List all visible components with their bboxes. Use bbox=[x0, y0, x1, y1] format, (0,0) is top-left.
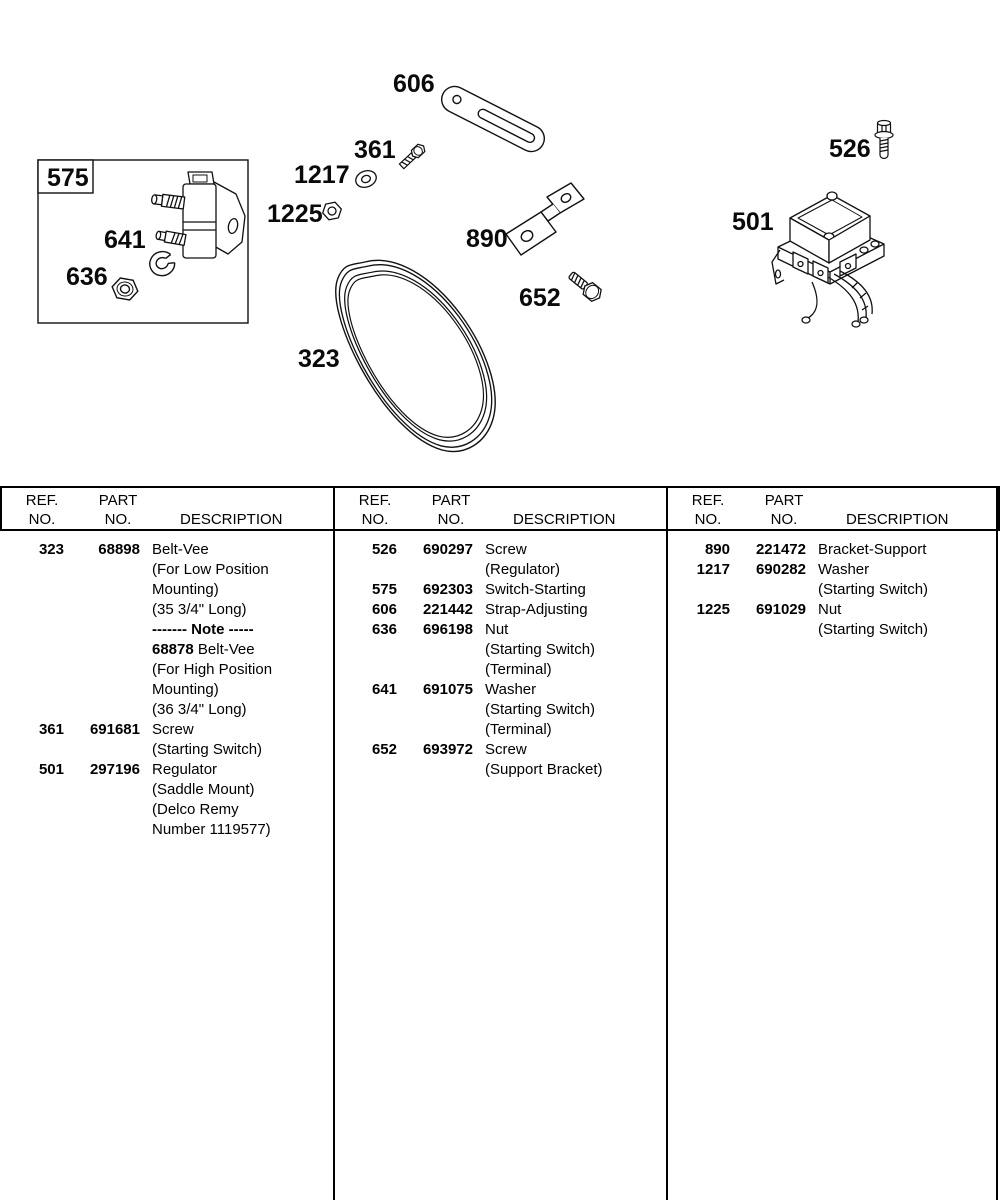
ref-no-cell bbox=[333, 660, 397, 680]
part-no-cell bbox=[64, 580, 140, 600]
description-cell: (Starting Switch) bbox=[818, 581, 929, 598]
part-no-cell bbox=[397, 560, 473, 580]
column-divider-1 bbox=[333, 486, 335, 1200]
part-no-cell: 691681 bbox=[89, 721, 140, 738]
part-no-cell bbox=[64, 640, 140, 660]
ref-no-cell bbox=[0, 560, 64, 580]
part-no-cell bbox=[64, 800, 140, 820]
table-row bbox=[333, 540, 666, 560]
ref-no-cell: 1217 bbox=[696, 561, 730, 578]
ref-no-cell: 361 bbox=[38, 721, 64, 738]
ref-no-cell: 1225 bbox=[696, 601, 730, 618]
description-cell: (Starting Switch) bbox=[818, 621, 929, 638]
table-row bbox=[0, 820, 333, 840]
part-no-cell bbox=[64, 680, 140, 700]
description-cell: 68878 Belt-Vee bbox=[152, 641, 255, 658]
table-row bbox=[666, 600, 996, 620]
part-no-cell: 696198 bbox=[422, 621, 473, 638]
regulator-drawing bbox=[772, 192, 884, 327]
adjusting-strap-drawing bbox=[437, 82, 549, 156]
description-cell: (Support Bracket) bbox=[485, 761, 603, 778]
label-361: 361 bbox=[354, 136, 396, 164]
support-bracket-drawing bbox=[506, 183, 584, 255]
table-body bbox=[0, 531, 1000, 1200]
ref-no-cell: 575 bbox=[371, 581, 397, 598]
part-no-header bbox=[82, 491, 154, 529]
table-row bbox=[0, 580, 333, 600]
part-no-cell bbox=[64, 660, 140, 680]
ref-no-cell: 652 bbox=[371, 741, 397, 758]
description-cell: (Starting Switch) bbox=[152, 741, 263, 758]
table-row bbox=[666, 540, 996, 560]
table-column-body bbox=[666, 531, 996, 1200]
description-cell: (Regulator) bbox=[485, 561, 561, 578]
table-header bbox=[0, 486, 1000, 531]
switch-washer-drawing bbox=[353, 168, 378, 190]
part-no-cell bbox=[64, 740, 140, 760]
table-row bbox=[333, 700, 666, 720]
ref-no-cell bbox=[333, 700, 397, 720]
part-header-line2: NO. bbox=[104, 511, 132, 528]
description-cell: Strap-Adjusting bbox=[485, 601, 588, 618]
ref-no-header: REF. NO. bbox=[358, 492, 392, 528]
part-no-cell: 693972 bbox=[422, 741, 473, 758]
switch-screw-drawing bbox=[398, 142, 427, 170]
label-606: 606 bbox=[393, 70, 435, 98]
part-header-line1: PART bbox=[98, 492, 138, 509]
description-cell: Screw bbox=[485, 741, 527, 758]
table-row bbox=[333, 660, 666, 680]
table-row bbox=[333, 720, 666, 740]
part-no-cell: 691029 bbox=[755, 601, 806, 618]
table-row bbox=[0, 540, 333, 560]
part-no-cell bbox=[397, 720, 473, 740]
table-row bbox=[0, 640, 333, 660]
label-323: 323 bbox=[298, 345, 340, 373]
part-no-cell: 68898 bbox=[98, 541, 140, 558]
part-no-header: PART NO. bbox=[431, 492, 471, 528]
table-column-body bbox=[333, 531, 666, 1200]
v-belt-drawing bbox=[336, 260, 495, 451]
description-header: DESCRIPTION bbox=[846, 511, 949, 528]
table-row bbox=[0, 760, 333, 780]
table-column-body bbox=[0, 531, 333, 1200]
description-cell: Washer bbox=[485, 681, 537, 698]
table-row bbox=[333, 640, 666, 660]
table-header-col3 bbox=[668, 488, 998, 529]
exploded-parts-diagram bbox=[0, 0, 1000, 486]
description-cell: Regulator bbox=[152, 761, 218, 778]
column-divider-2 bbox=[666, 486, 668, 1200]
ref-no-cell bbox=[0, 700, 64, 720]
ref-no-cell: 526 bbox=[371, 541, 397, 558]
description-cell: Switch-Starting bbox=[485, 581, 586, 598]
part-no-cell: 691075 bbox=[422, 681, 473, 698]
part-no-cell bbox=[64, 560, 140, 580]
table-row bbox=[333, 740, 666, 760]
table-row bbox=[0, 620, 333, 640]
ref-no-cell bbox=[0, 740, 64, 760]
part-no-cell bbox=[64, 600, 140, 620]
part-no-cell bbox=[397, 660, 473, 680]
part-no-cell bbox=[64, 700, 140, 720]
table-header-col1 bbox=[2, 488, 335, 529]
part-no-header: PART NO. bbox=[764, 492, 804, 528]
ref-no-cell bbox=[333, 640, 397, 660]
ref-no-cell bbox=[333, 560, 397, 580]
table-row bbox=[666, 620, 996, 640]
ref-no-cell bbox=[0, 580, 64, 600]
table-row bbox=[666, 580, 996, 600]
label-501: 501 bbox=[732, 208, 774, 236]
part-no-cell bbox=[64, 620, 140, 640]
ref-header-line1: REF. bbox=[25, 492, 59, 509]
part-no-cell: 690282 bbox=[755, 561, 806, 578]
ref-no-cell: 636 bbox=[371, 621, 397, 638]
ref-no-cell: 890 bbox=[704, 541, 730, 558]
bracket-screw-drawing bbox=[566, 269, 604, 304]
part-no-cell bbox=[64, 820, 140, 840]
table-row bbox=[333, 560, 666, 580]
ref-no-cell bbox=[333, 760, 397, 780]
ref-no-header: REF. NO. bbox=[691, 492, 725, 528]
description-cell: (Terminal) bbox=[485, 721, 552, 738]
description-cell: Belt-Vee bbox=[152, 541, 209, 558]
starting-switch-drawing bbox=[151, 172, 245, 258]
ref-no-cell: 501 bbox=[38, 761, 64, 778]
ref-no-cell bbox=[0, 620, 64, 640]
description-cell: Bracket-Support bbox=[818, 541, 927, 558]
table-row bbox=[0, 560, 333, 580]
table-row bbox=[0, 600, 333, 620]
ref-no-cell bbox=[666, 580, 730, 600]
table-right-border bbox=[996, 486, 998, 1200]
part-no-cell bbox=[397, 760, 473, 780]
part-no-cell: 221472 bbox=[755, 541, 806, 558]
table-header-col2 bbox=[335, 488, 668, 529]
label-575: 575 bbox=[47, 164, 89, 192]
label-1217: 1217 bbox=[294, 161, 350, 189]
table-row bbox=[0, 660, 333, 680]
description-cell: Screw bbox=[152, 721, 194, 738]
label-652: 652 bbox=[519, 284, 561, 312]
ref-no-cell bbox=[0, 640, 64, 660]
table-row bbox=[333, 760, 666, 780]
table-row bbox=[666, 560, 996, 580]
part-no-cell bbox=[64, 780, 140, 800]
ref-no-cell bbox=[0, 820, 64, 840]
label-636: 636 bbox=[66, 263, 108, 291]
description-header bbox=[180, 491, 283, 529]
description-cell: Mounting) bbox=[152, 681, 219, 698]
label-641: 641 bbox=[104, 226, 146, 254]
ref-no-cell: 606 bbox=[371, 601, 397, 618]
ref-no-cell bbox=[0, 680, 64, 700]
table-row bbox=[0, 800, 333, 820]
ref-no-header bbox=[2, 491, 82, 529]
description-cell: (Saddle Mount) bbox=[152, 781, 255, 798]
description-header-label: DESCRIPTION bbox=[180, 511, 283, 528]
part-no-cell: 692303 bbox=[422, 581, 473, 598]
table-row bbox=[0, 700, 333, 720]
part-no-cell bbox=[730, 620, 806, 640]
switch-terminal-nut-drawing bbox=[110, 277, 139, 301]
table-row bbox=[333, 680, 666, 700]
part-no-cell: 221442 bbox=[422, 601, 473, 618]
description-header: DESCRIPTION bbox=[513, 511, 616, 528]
parts-list-table bbox=[0, 486, 1000, 1200]
table-row bbox=[0, 680, 333, 700]
label-890: 890 bbox=[466, 225, 508, 253]
description-cell: (36 3/4" Long) bbox=[152, 701, 247, 718]
table-row bbox=[0, 740, 333, 760]
ref-no-cell bbox=[0, 600, 64, 620]
description-cell: Nut bbox=[485, 621, 509, 638]
ref-no-cell: 323 bbox=[38, 541, 64, 558]
description-cell: Screw bbox=[485, 541, 527, 558]
description-cell: (For Low Position bbox=[152, 561, 269, 578]
description-cell: (35 3/4" Long) bbox=[152, 601, 247, 618]
regulator-screw-drawing bbox=[875, 121, 893, 159]
description-cell: (Starting Switch) bbox=[485, 701, 596, 718]
description-cell: ------- Note ----- bbox=[152, 621, 254, 638]
description-cell: (Delco Remy bbox=[152, 801, 239, 818]
description-cell: Washer bbox=[818, 561, 870, 578]
switch-lockwasher-drawing bbox=[146, 248, 177, 279]
ref-no-cell bbox=[0, 800, 64, 820]
table-row bbox=[333, 580, 666, 600]
ref-no-cell: 641 bbox=[371, 681, 397, 698]
description-cell: Number 1119577) bbox=[152, 821, 271, 838]
ref-no-cell bbox=[0, 660, 64, 680]
description-cell: Mounting) bbox=[152, 581, 219, 598]
table-row bbox=[0, 780, 333, 800]
part-no-cell: 690297 bbox=[422, 541, 473, 558]
ref-header-line2: NO. bbox=[28, 511, 56, 528]
table-row bbox=[333, 620, 666, 640]
label-526: 526 bbox=[829, 135, 871, 163]
table-row bbox=[333, 600, 666, 620]
ref-no-cell bbox=[0, 780, 64, 800]
switch-nut-drawing bbox=[321, 201, 343, 221]
label-1225: 1225 bbox=[267, 200, 323, 228]
description-cell: (Starting Switch) bbox=[485, 641, 596, 658]
ref-no-cell bbox=[333, 720, 397, 740]
table-row bbox=[0, 720, 333, 740]
part-no-cell bbox=[730, 580, 806, 600]
part-no-cell: 297196 bbox=[89, 761, 140, 778]
description-cell: (Terminal) bbox=[485, 661, 552, 678]
ref-no-cell bbox=[666, 620, 730, 640]
part-no-cell bbox=[397, 700, 473, 720]
part-no-cell bbox=[397, 640, 473, 660]
description-cell: Nut bbox=[818, 601, 842, 618]
description-cell: (For High Position bbox=[152, 661, 273, 678]
